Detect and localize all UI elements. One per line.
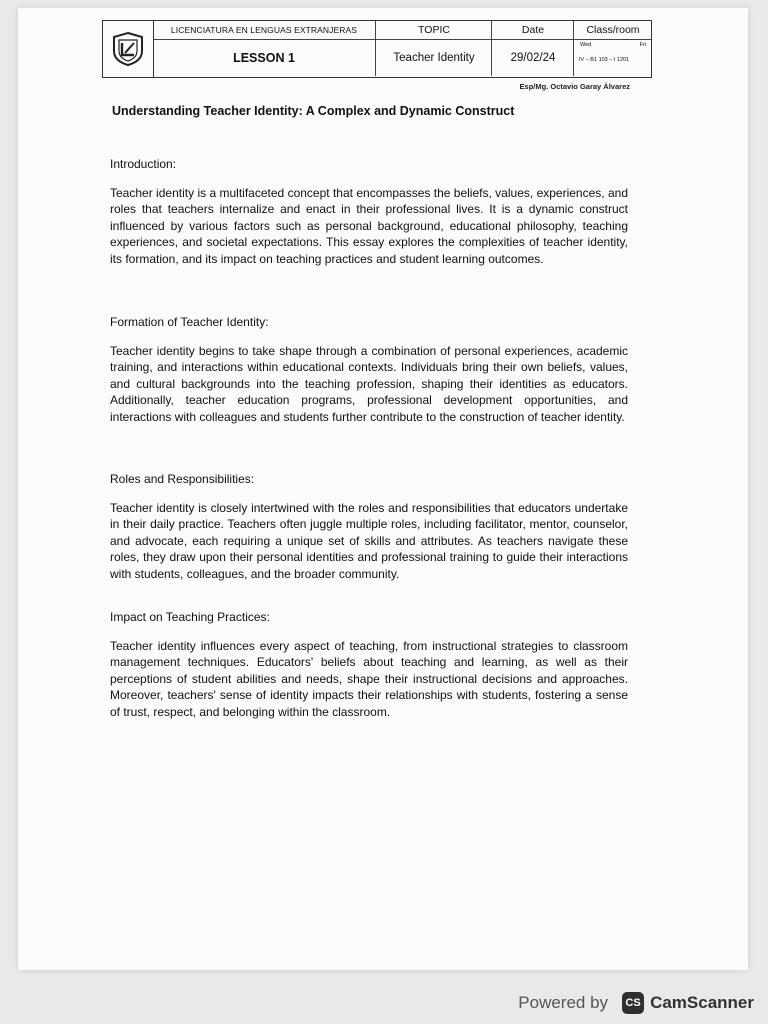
topic-label: TOPIC — [375, 21, 492, 39]
lesson-header-table — [102, 20, 652, 78]
camscanner-watermark — [518, 992, 754, 1014]
date-label: Date — [491, 21, 574, 39]
section-body: Teacher identity is a multifaceted concept that encompasses the beliefs, values, experiences, and roles that teachers internalize and enact in their professional lives. It is a dynamic construct influenced by various factors such as personal background, educational philosophy, teaching experiences, and societal expectations. This essay explores the complexities of teacher identity, its formation, and its impact on teaching practices and student learning outcomes. — [110, 186, 628, 266]
author-signature: Esp/Mg. Octavio Garay Álvarez — [519, 82, 630, 91]
camscanner-brand: CamScanner — [650, 993, 754, 1012]
powered-by-text: Powered by — [518, 993, 609, 1012]
camscanner-logo-icon: CS — [622, 992, 644, 1014]
section-introduction — [110, 157, 628, 267]
section-heading: Introduction: — [110, 157, 177, 171]
institution-logo-icon — [103, 21, 154, 77]
scanned-page — [18, 8, 748, 970]
classroom-code: IV – B1 103 – I 1201 — [579, 57, 630, 63]
section-body: Teacher identity influences every aspect of teaching, from instructional strategies to classroom management techniques. Educators' beliefs about teaching and learning, as well as their perceptions of student abilities and needs, shape their instructional decisions and approaches. Moreover, teachers' sense of identity impacts their relationships with students, fostering a sense of trust, respect, and belonging within the classroom. — [110, 639, 628, 719]
classroom-day-wed: Wed — [580, 42, 592, 48]
section-heading: Roles and Responsibilities: — [110, 472, 255, 486]
section-body: Teacher identity is closely intertwined with the roles and responsibilities that educators undertake in their daily practice. Teachers often juggle multiple roles, including facilitator, mentor, counselor, and advocate, each requiring a unique set of skills and attributes. As teachers navigate these roles, they draw upon their personal identities and professional training to guide their interactions with students, colleagues, and the broader community. — [110, 501, 628, 581]
document-title: Understanding Teacher Identity: A Complex and Dynamic Construct — [112, 104, 515, 118]
section-body: Teacher identity begins to take shape through a combination of personal experiences, academic training, and interactions within educational contexts. Individuals bring their own beliefs, values, and cultural backgrounds into the teaching profession, shaping their identities as educators. Additionally, teacher education programs, professional development opportunities, and interactions with colleagues and students further contribute to the construction of teacher identity. — [110, 344, 628, 424]
section-heading: Impact on Teaching Practices: — [110, 610, 270, 624]
classroom-value — [573, 40, 652, 76]
section-formation — [110, 315, 628, 425]
program-name: LICENCIATURA EN LENGUAS EXTRANJERAS — [170, 25, 358, 35]
section-roles — [110, 472, 628, 582]
classroom-day-fri: Fri — [639, 42, 646, 48]
classroom-label: Class/room — [573, 21, 652, 39]
section-impact — [110, 610, 628, 720]
lesson-number: LESSON 1 — [233, 51, 295, 65]
date-value: 29/02/24 — [491, 40, 574, 76]
topic-value: Teacher Identity — [375, 40, 492, 76]
section-heading: Formation of Teacher Identity: — [110, 315, 269, 329]
